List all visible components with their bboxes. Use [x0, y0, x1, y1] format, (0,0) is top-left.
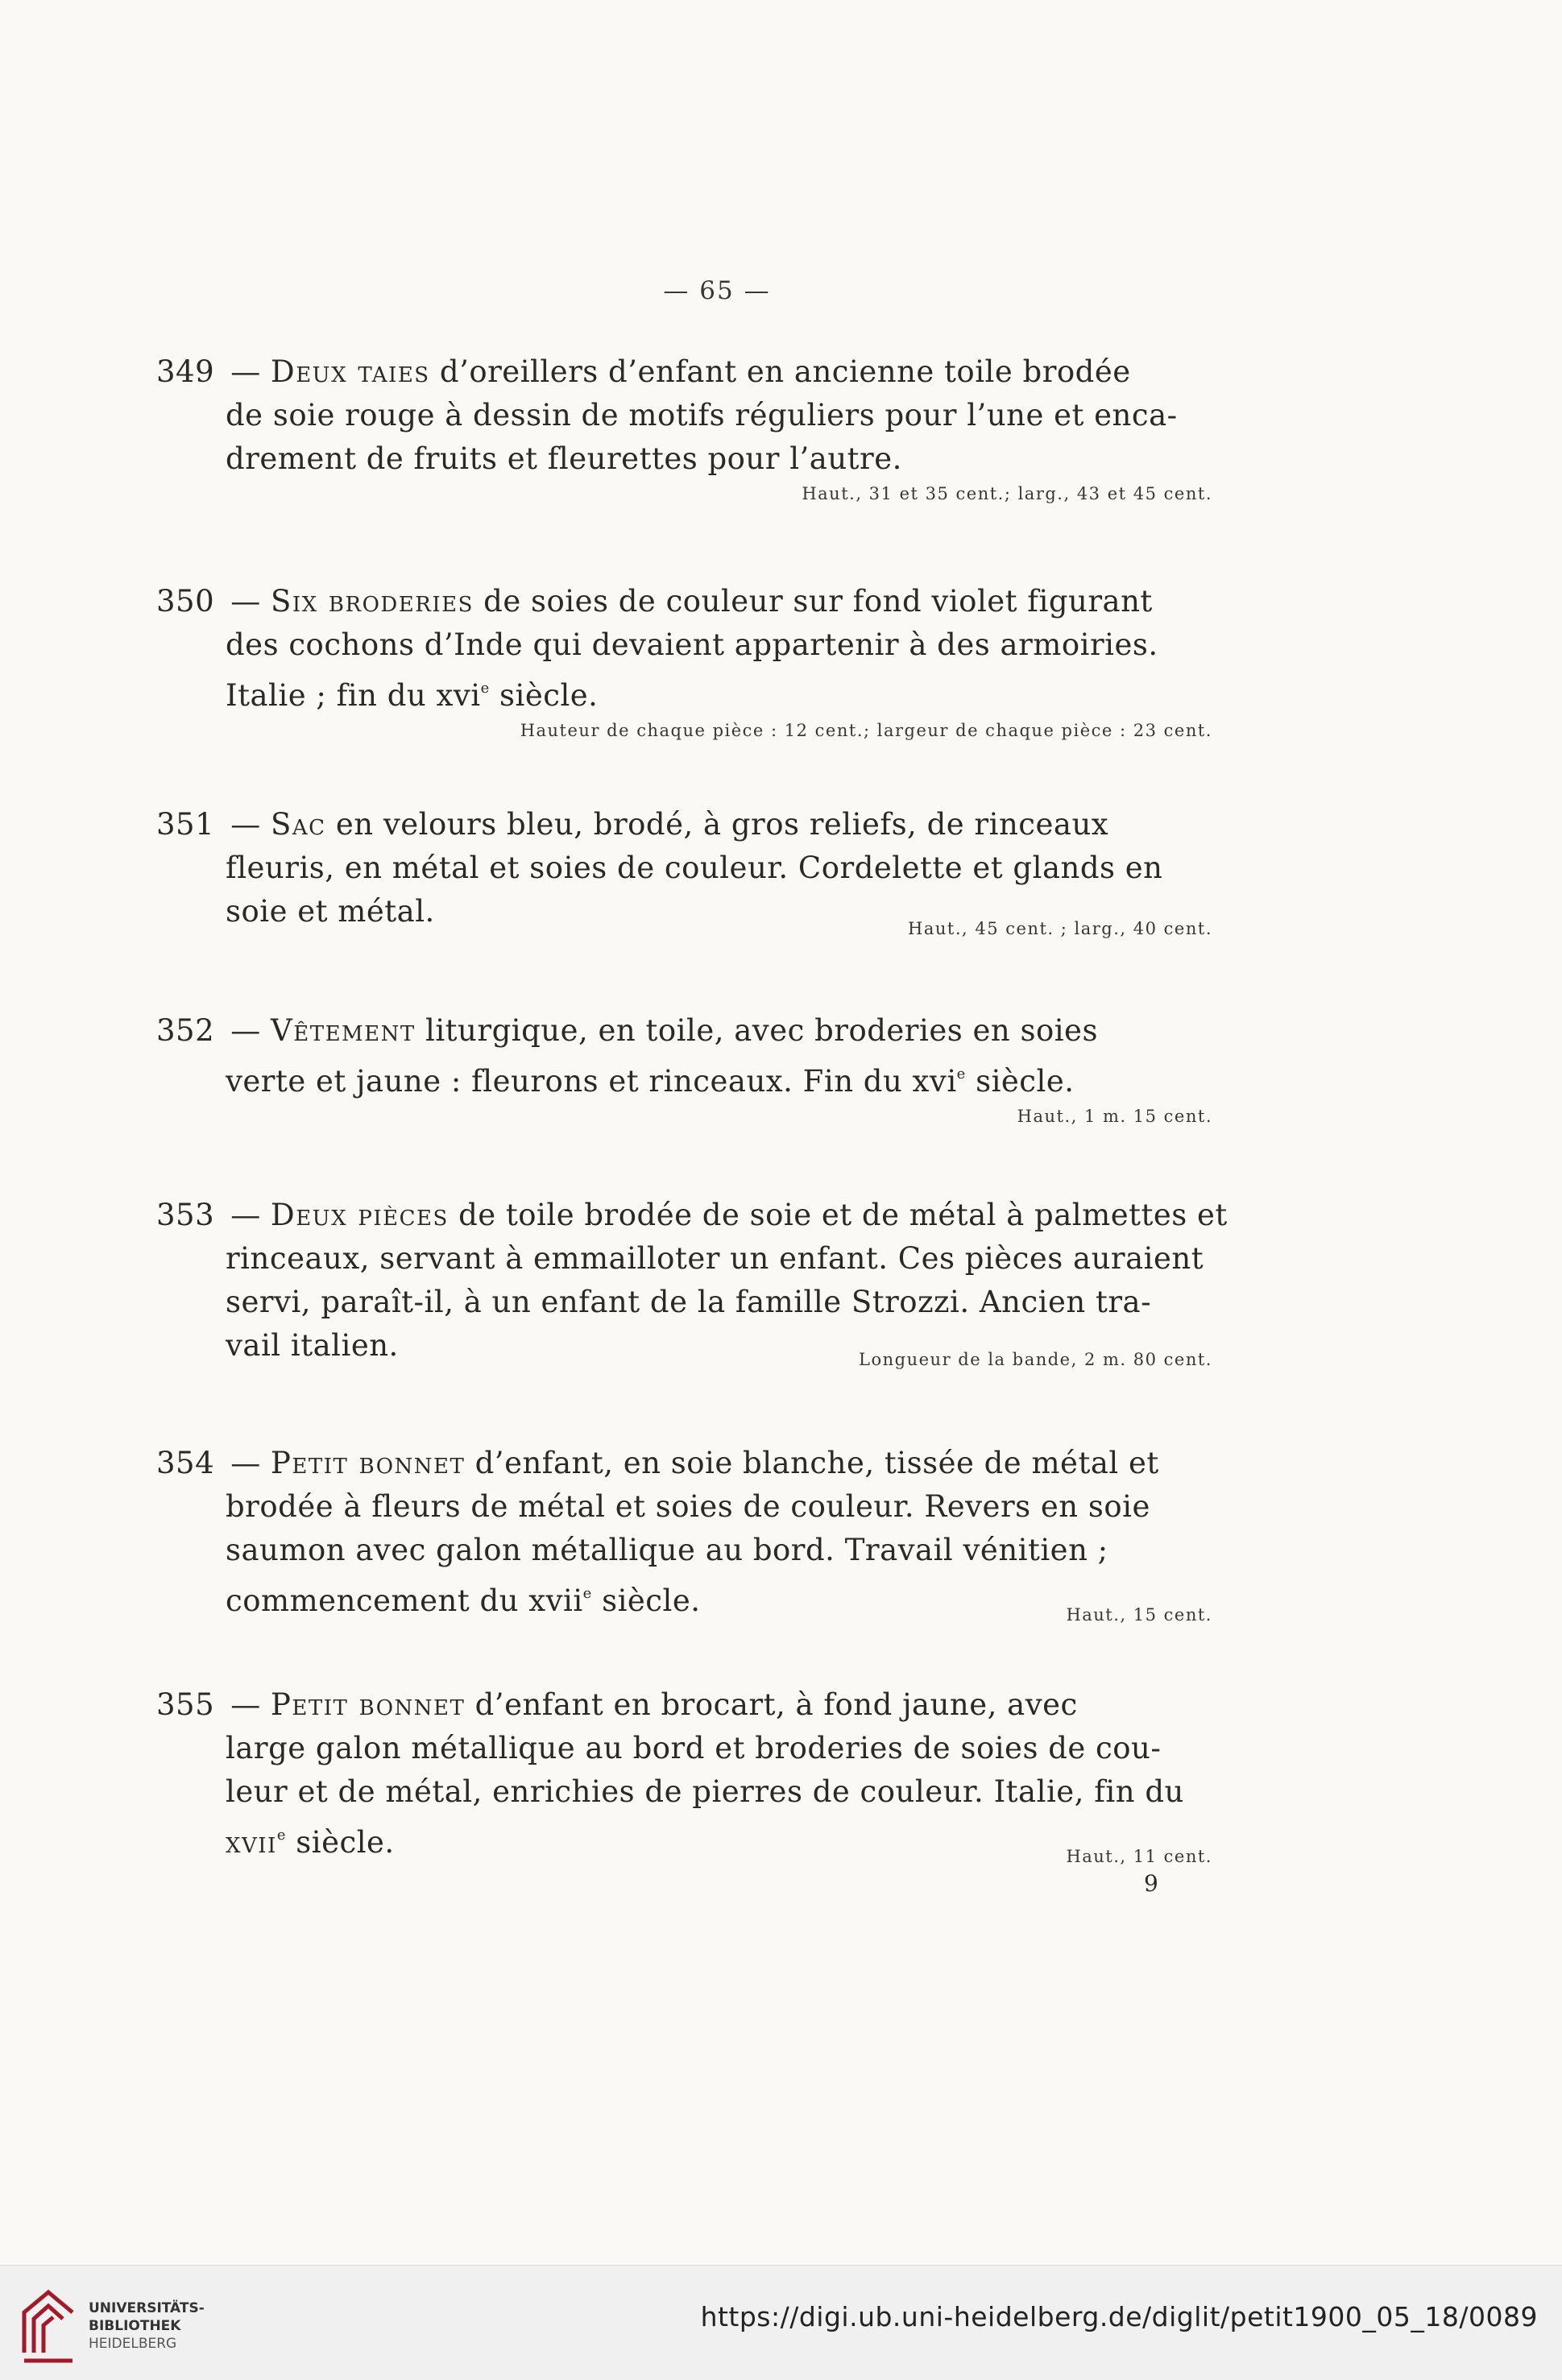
entry-number: 349 [156, 354, 215, 389]
entry-number: 352 [156, 1013, 215, 1048]
entry-dimensions: Hauteur de chaque pièce : 12 cent.; largeur de chaque pièce : 23 cent. [520, 721, 1212, 740]
catalog-entry-352: 352 — Vêtement liturgique, en toile, avec broderies en soies verte et jaune : fleurons et rinceaux. Fin du xvi$^e$ siècle. Haut., 1 m. 15 cent. [226, 1009, 1212, 1126]
entry-title: Petit bonnet [271, 1446, 466, 1480]
entry-title: Sac [271, 807, 326, 842]
entry-dimensions: Haut., 11 cent. [1066, 1847, 1212, 1866]
entry-number: 353 [156, 1198, 215, 1232]
catalog-entry-353: 353 — Deux pièces de toile brodée de soie et de métal à palmettes et rinceaux, servant à emmailloter un enfant. Ces pièces auraient servi, paraît-il, à un enfant de la famille Strozzi. Ancien tra- vail italien. Longueur de la bande, 2 m. 80 cent. [226, 1194, 1212, 1369]
ub-heidelberg-logo-icon[interactable] [16, 2280, 81, 2369]
entry-number: 355 [156, 1687, 215, 1722]
page-number: — 65 — [663, 276, 771, 305]
library-name: UNIVERSITÄTS- BIBLIOTHEK HEIDELBERG [89, 2300, 205, 2352]
catalog-entry-349: 349 — Deux taies d’oreillers d’enfant en ancienne toile brodée de soie rouge à dessin de motifs réguliers pour l’une et enca- drement de fruits et fleurettes pour l’autre. Haut., 31 et 35 cent.; larg., 43 et 45 cent. [226, 350, 1212, 503]
entry-title: Deux taies [271, 354, 430, 389]
entry-title: Petit bonnet [271, 1687, 466, 1722]
catalog-entry-350: 350 — Six broderies de soies de couleur sur fond violet figurant des cochons d’Inde qui devaient appartenir à des armoiries. Italie ; fin du xvi$^e$ siècle. Hauteur de chaque pièce : 12 cent.; largeur de chaque pièce : 23 cent. [226, 580, 1212, 740]
entry-dimensions: Haut., 15 cent. [1066, 1605, 1212, 1625]
entry-title: Six broderies [271, 584, 474, 619]
entry-title: Deux pièces [271, 1198, 449, 1232]
signature-mark: 9 [1144, 1870, 1158, 1897]
viewer-footer [0, 2265, 1562, 2380]
entry-title: Vêtement [271, 1013, 416, 1048]
entry-number: 350 [156, 584, 215, 619]
entry-dimensions: Longueur de la bande, 2 m. 80 cent. [859, 1350, 1212, 1369]
entry-dimensions: Haut., 31 et 35 cent.; larg., 43 et 45 cent. [802, 484, 1212, 503]
catalog-entry-351: 351 — Sac en velours bleu, brodé, à gros reliefs, de rinceaux fleuris, en métal et soies de couleur. Cordelette et glands en soie et métal. Haut., 45 cent. ; larg., 40 cent. [226, 803, 1212, 938]
entry-dimensions: Haut., 1 m. 15 cent. [1017, 1107, 1212, 1126]
catalog-entry-355: 355 — Petit bonnet d’enfant en brocart, à fond jaune, avec large galon métallique au bord et broderies de soies de cou- leur et de métal, enrichies de pierres de couleur. Italie, fin du xvii$^e$ siècle. Haut., 11 cent. [226, 1683, 1212, 1866]
entry-dimensions: Haut., 45 cent. ; larg., 40 cent. [908, 919, 1212, 938]
catalog-entry-354: 354 — Petit bonnet d’enfant, en soie blanche, tissée de métal et brodée à fleurs de métal et soies de couleur. Revers en soie saumon avec galon métallique au bord. Travail vénitien ; commencement du xvii$^e$ siècle. Haut., 15 cent. [226, 1442, 1212, 1625]
entry-number: 351 [156, 807, 215, 842]
permalink-url[interactable]: https://digi.ub.uni-heidelberg.de/diglit/petit1900_05_18/0089 [700, 2301, 1538, 2332]
entry-number: 354 [156, 1446, 215, 1480]
